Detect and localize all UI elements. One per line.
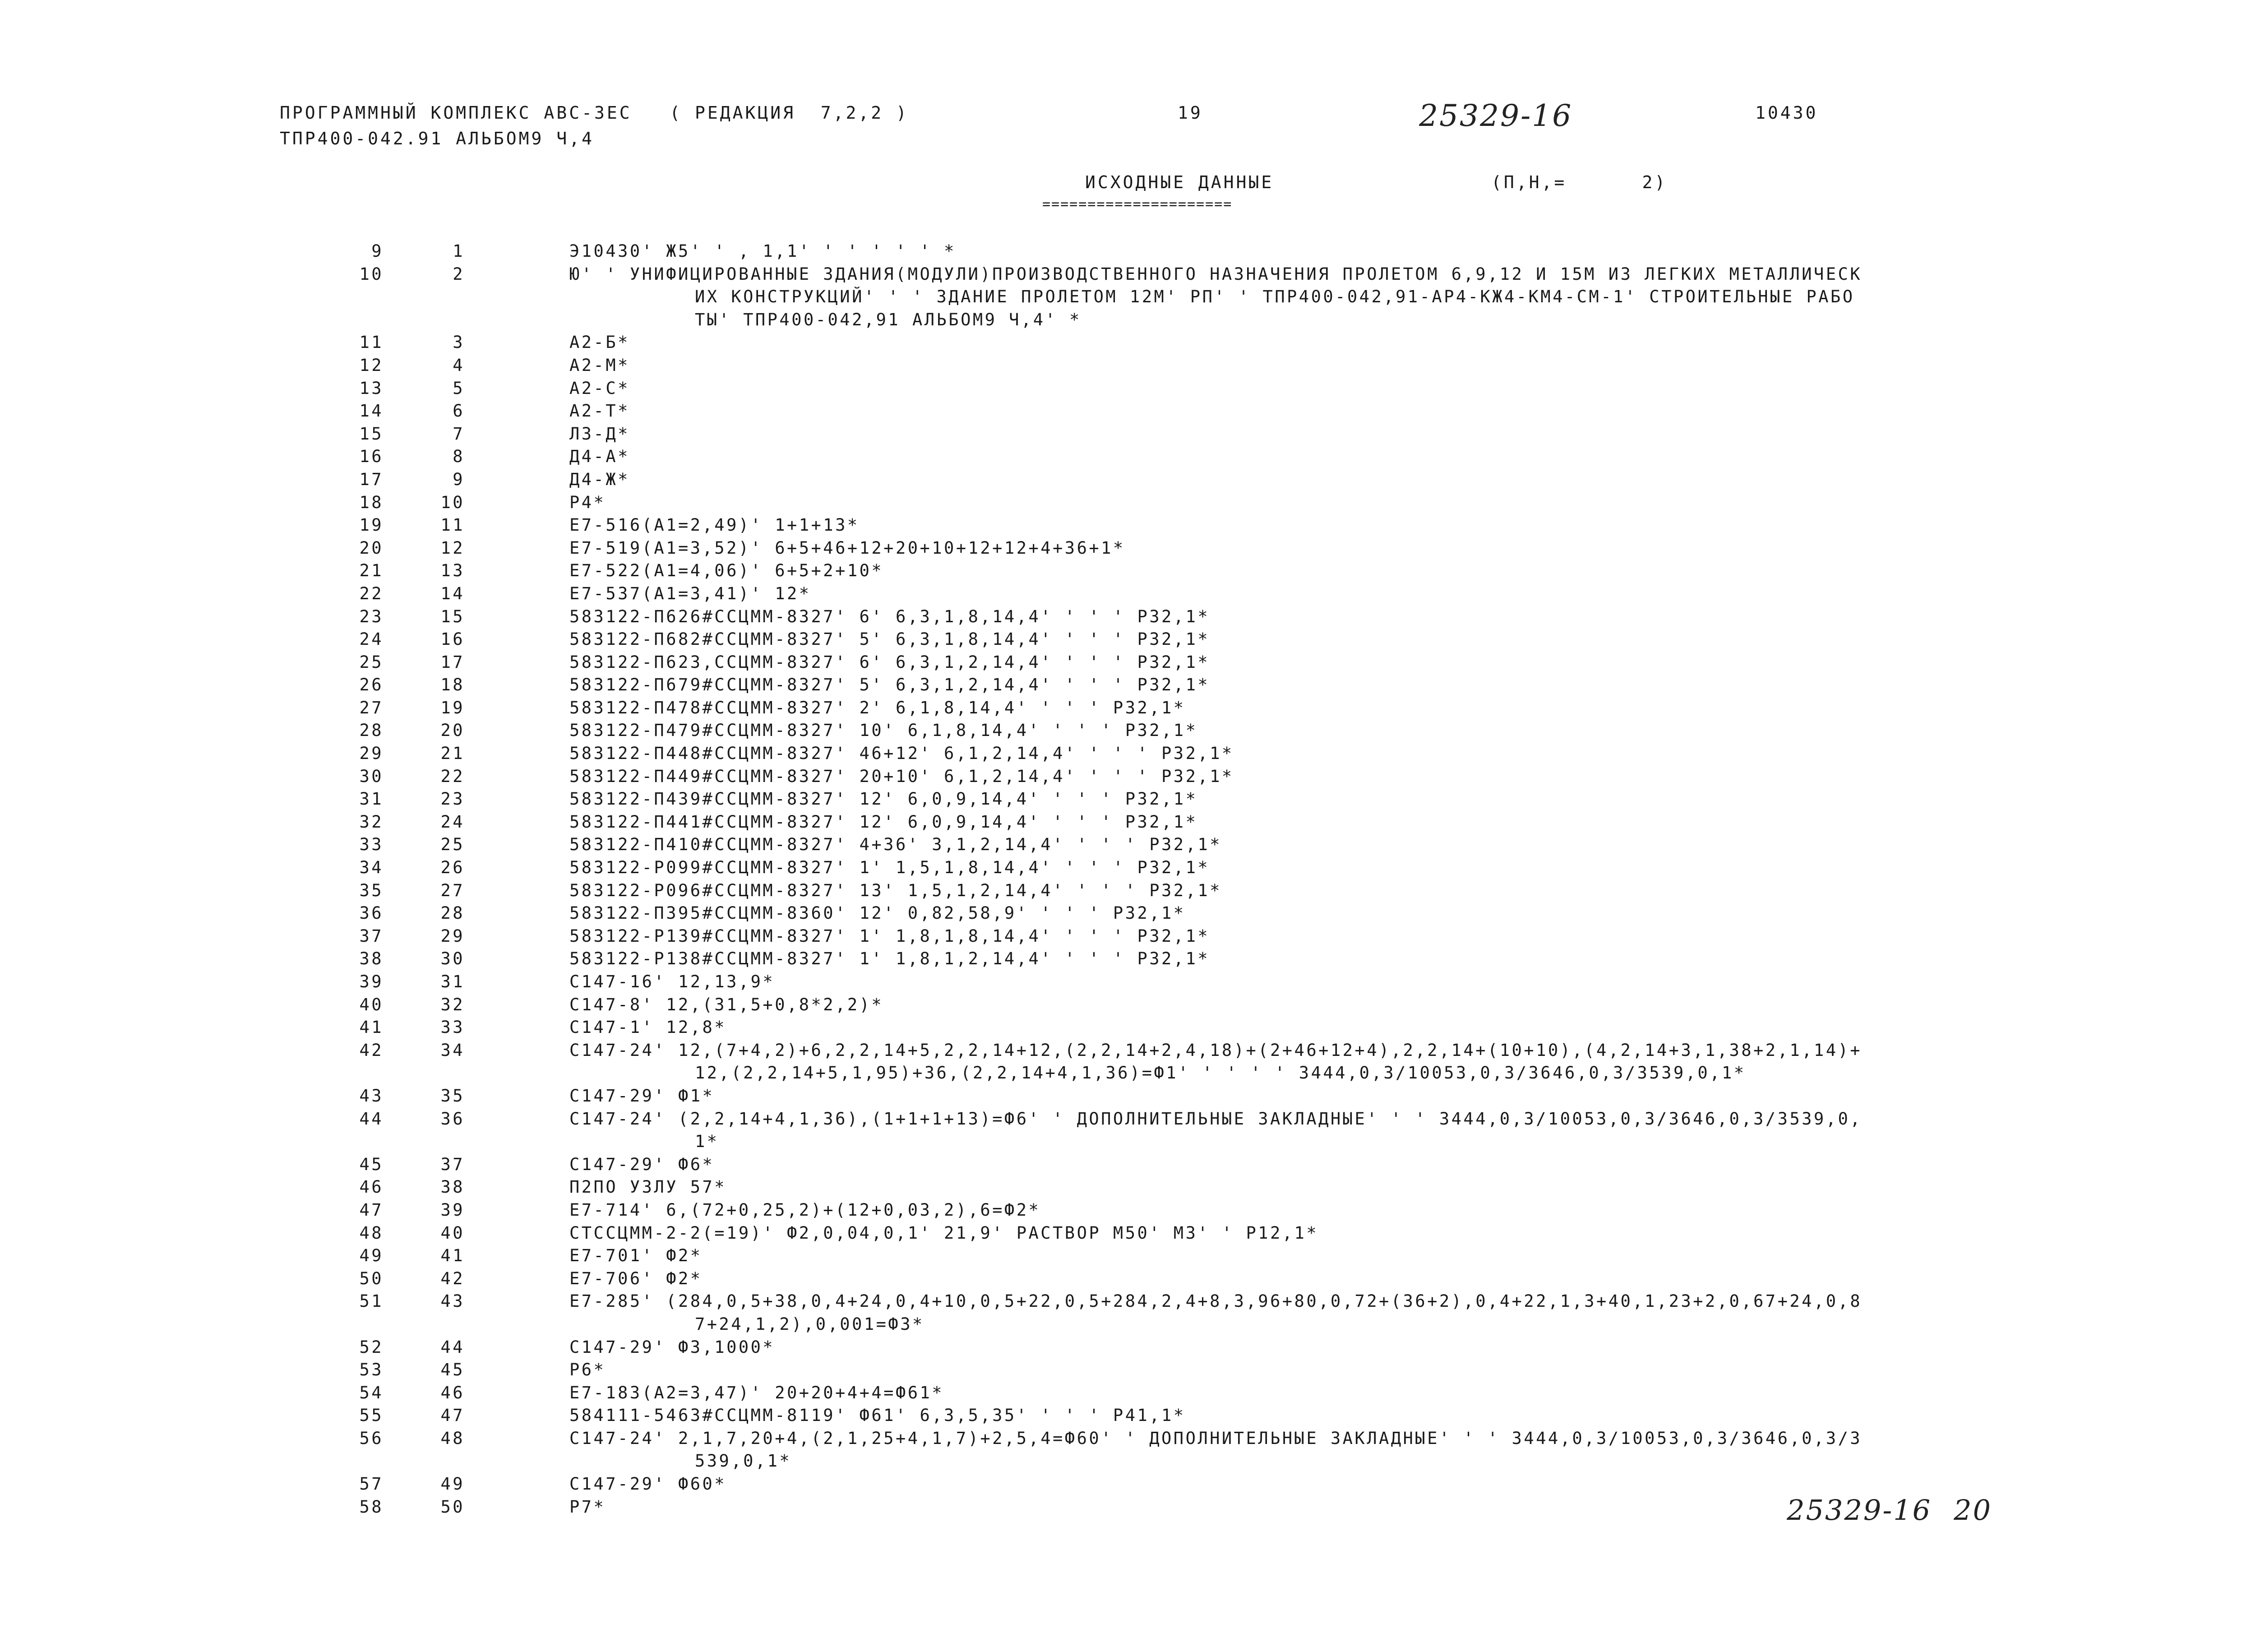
- sequence-number: 1: [453, 241, 465, 261]
- line-number: 17: [359, 469, 384, 489]
- line-text: 1*: [695, 1132, 719, 1152]
- line-number: 25: [359, 652, 384, 672]
- listing-row: [0, 744, 2256, 767]
- line-text: 583122-П682#ССЦММ-8327' 5' 6,3,1,8,14,4' ' ' ' Р32,1*: [569, 629, 1210, 649]
- listing-row: [0, 1383, 2256, 1406]
- listing-row: [0, 401, 2256, 424]
- line-text: Е7-706' Ф2*: [569, 1268, 703, 1288]
- sequence-number: 36: [440, 1109, 465, 1129]
- line-number: 12: [359, 355, 384, 375]
- listing-row: [0, 424, 2256, 447]
- sequence-number: 37: [440, 1154, 465, 1174]
- line-text: Е7-714' 6,(72+0,25,2)+(12+0,03,2),6=Ф2*: [569, 1200, 1041, 1220]
- listing-row: [0, 1360, 2256, 1383]
- title-underline: =====================: [1042, 196, 1233, 212]
- line-text: С147-8' 12,(31,5+0,8*2,2)*: [569, 995, 884, 1014]
- listing-row: [0, 538, 2256, 561]
- listing-row: [0, 515, 2256, 538]
- line-text: С147-29' Ф6*: [569, 1154, 715, 1174]
- line-text: Е7-522(А1=4,06)' 6+5+2+10*: [569, 561, 884, 581]
- listing-row: [0, 493, 2256, 516]
- line-number: 46: [359, 1177, 384, 1197]
- sequence-number: 49: [440, 1474, 465, 1494]
- listing-row: [0, 1337, 2256, 1360]
- line-text: П2ПО УЗЛУ 57*: [569, 1177, 727, 1197]
- listing-row: [0, 698, 2256, 721]
- sequence-number: 25: [440, 835, 465, 855]
- line-number: 31: [359, 789, 384, 809]
- listing-row: [0, 561, 2256, 584]
- line-number: 57: [359, 1474, 384, 1494]
- listing-row: [0, 629, 2256, 652]
- listing-row: [0, 356, 2256, 379]
- sequence-number: 41: [440, 1246, 465, 1266]
- listing-row: [0, 949, 2256, 972]
- line-text: 583122-П449#ССЦММ-8327' 20+10' 6,1,2,14,4' ' ' ' Р32,1*: [569, 766, 1234, 786]
- sequence-number: 2: [453, 264, 465, 284]
- sequence-number: 18: [440, 675, 465, 695]
- line-text: Е7-183(А2=3,47)' 20+20+4+4=Ф61*: [569, 1383, 944, 1402]
- line-number: 18: [359, 492, 384, 512]
- listing-row: [0, 1451, 2256, 1474]
- listing-row: [0, 1200, 2256, 1223]
- line-number: 43: [359, 1086, 384, 1106]
- listing-row: [0, 1223, 2256, 1246]
- sequence-number: 29: [440, 926, 465, 946]
- listing-row: [0, 1314, 2256, 1337]
- listing-row: [0, 1269, 2256, 1292]
- sequence-number: 21: [440, 744, 465, 764]
- listing-row: [0, 287, 2256, 310]
- line-number: 34: [359, 858, 384, 878]
- line-text: 583122-П439#ССЦММ-8327' 12' 6,0,9,14,4' ' ' ' Р32,1*: [569, 789, 1198, 809]
- line-text: Л3-Д*: [569, 424, 630, 444]
- sequence-number: 5: [453, 378, 465, 398]
- sequence-number: 40: [440, 1223, 465, 1243]
- line-text: 583122-Р096#ССЦММ-8327' 13' 1,5,1,2,14,4' ' ' ' Р32,1*: [569, 880, 1222, 900]
- listing-row: [0, 607, 2256, 630]
- sequence-number: 34: [440, 1040, 465, 1060]
- sequence-number: 3: [453, 333, 465, 352]
- line-number: 27: [359, 698, 384, 717]
- line-text: 583122-П478#ССЦММ-8327' 2' 6,1,8,14,4' ' ' ' Р32,1*: [569, 698, 1186, 717]
- line-text: Е7-537(А1=3,41)' 12*: [569, 583, 811, 603]
- line-number: 35: [359, 880, 384, 900]
- sequence-number: 27: [440, 880, 465, 900]
- sequence-number: 31: [440, 972, 465, 991]
- line-number: 21: [359, 561, 384, 581]
- line-text: ИХ КОНСТРУКЦИЙ' ' ' ЗДАНИЕ ПРОЛЕТОМ 12М' РП' ' ТПР400-042,91-АР4-КЖ4-КМ4-СМ-1' СТРОИТЕЛЬНЫЕ РАБО: [695, 287, 1855, 307]
- listing-row: [0, 675, 2256, 698]
- sequence-number: 19: [440, 698, 465, 717]
- listing-row: [0, 1063, 2256, 1086]
- listing-row: [0, 1086, 2256, 1109]
- sequence-number: 26: [440, 858, 465, 878]
- line-text: С147-29' Ф3,1000*: [569, 1337, 775, 1357]
- listing-row: [0, 881, 2256, 904]
- listing-row: [0, 379, 2256, 402]
- line-text: А2-М*: [569, 355, 630, 375]
- line-text: Е7-285' (284,0,5+38,0,4+24,0,4+10,0,5+22,0,5+284,2,4+8,3,96+80,0,72+(36+2),0,4+22,1,3+40,1,23+2,0,67+24,0,8: [569, 1291, 1863, 1311]
- line-number: 54: [359, 1383, 384, 1402]
- line-number: 13: [359, 378, 384, 398]
- line-number: 26: [359, 675, 384, 695]
- listing-row: [0, 1109, 2256, 1132]
- line-text: А2-Б*: [569, 333, 630, 352]
- line-text: С147-29' Ф1*: [569, 1086, 715, 1106]
- line-text: 583122-П395#ССЦММ-8360' 12' 0,82,58,9' ' ' ' Р32,1*: [569, 903, 1186, 923]
- sequence-number: 16: [440, 629, 465, 649]
- section-title: ИСХОДНЫЕ ДАННЫЕ: [1085, 172, 1274, 192]
- line-number: 9: [371, 241, 384, 261]
- line-text: 539,0,1*: [695, 1451, 792, 1471]
- sequence-number: 24: [440, 812, 465, 832]
- sequence-number: 23: [440, 789, 465, 809]
- pn-label: (П,Н,= 2): [1491, 172, 1668, 192]
- sequence-number: 14: [440, 583, 465, 603]
- line-number: 23: [359, 606, 384, 626]
- line-number: 28: [359, 721, 384, 740]
- sequence-number: 7: [453, 424, 465, 444]
- listing-row: [0, 1177, 2256, 1200]
- listing-row: [0, 858, 2256, 881]
- line-number: 36: [359, 903, 384, 923]
- line-text: 7+24,1,2),0,001=Ф3*: [695, 1314, 925, 1334]
- line-number: 19: [359, 515, 384, 535]
- line-number: 41: [359, 1018, 384, 1037]
- album-line: ТПР400-042.91 АЛЬБОМ9 Ч,4: [280, 129, 594, 148]
- line-number: 52: [359, 1337, 384, 1357]
- handwritten-code: 25329-16: [1419, 98, 1573, 133]
- sequence-number: 13: [440, 561, 465, 581]
- sequence-number: 9: [453, 469, 465, 489]
- line-text: 584111-5463#ССЦММ-8119' Ф61' 6,3,5,35' ' ' ' Р41,1*: [569, 1406, 1186, 1425]
- line-text: Е7-701' Ф2*: [569, 1246, 703, 1266]
- sequence-number: 42: [440, 1268, 465, 1288]
- line-text: Д4-А*: [569, 447, 630, 467]
- line-number: 11: [359, 333, 384, 352]
- sequence-number: 50: [440, 1497, 465, 1517]
- line-number: 14: [359, 401, 384, 421]
- listing-row: [0, 1246, 2256, 1269]
- sequence-number: 46: [440, 1383, 465, 1402]
- listing-row: [0, 1406, 2256, 1429]
- listing-row: [0, 812, 2256, 835]
- line-number: 49: [359, 1246, 384, 1266]
- listing-row: [0, 584, 2256, 607]
- line-text: Р7*: [569, 1497, 606, 1517]
- line-number: 16: [359, 447, 384, 467]
- line-text: 583122-П441#ССЦММ-8327' 12' 6,0,9,14,4' ' ' ' Р32,1*: [569, 812, 1198, 832]
- line-number: 29: [359, 744, 384, 764]
- line-text: 12,(2,2,14+5,1,95)+36,(2,2,14+4,1,36)=Ф1' ' ' ' ' 3444,0,3/10053,0,3/3646,0,3/3539,0,1*: [695, 1063, 1746, 1083]
- page-number: 19: [1178, 103, 1203, 123]
- listing-row: [0, 264, 2256, 287]
- sequence-number: 11: [440, 515, 465, 535]
- listing-row: [0, 1429, 2256, 1452]
- line-text: С147-24' 2,1,7,20+4,(2,1,25+4,1,7)+2,5,4=Ф60' ' ДОПОЛНИТЕЛЬНЫЕ ЗАКЛАДНЫЕ' ' ' 3444,0,3/10053,0,3/3646,0,3/3: [569, 1428, 1863, 1448]
- sequence-number: 10: [440, 492, 465, 512]
- line-number: 38: [359, 949, 384, 969]
- sequence-number: 39: [440, 1200, 465, 1220]
- line-text: Ю' ' УНИФИЦИРОВАННЫЕ ЗДАНИЯ(МОДУЛИ)ПРОИЗВОДСТВЕННОГО НАЗНАЧЕНИЯ ПРОЛЕТОМ 6,9,12 И 15М ИЗ ЛЕГКИХ МЕТАЛЛИЧЕСК: [569, 264, 1863, 284]
- line-number: 45: [359, 1154, 384, 1174]
- sequence-number: 33: [440, 1018, 465, 1037]
- line-number: 15: [359, 424, 384, 444]
- line-number: 48: [359, 1223, 384, 1243]
- line-text: Е7-519(А1=3,52)' 6+5+46+12+20+10+12+12+4+36+1*: [569, 538, 1125, 558]
- line-number: 22: [359, 583, 384, 603]
- sequence-number: 28: [440, 903, 465, 923]
- line-text: 583122-П626#ССЦММ-8327' 6' 6,3,1,8,14,4' ' ' ' Р32,1*: [569, 606, 1210, 626]
- line-text: 583122-Р138#ССЦММ-8327' 1' 1,8,1,2,14,4' ' ' ' Р32,1*: [569, 949, 1210, 969]
- listing-row: [0, 835, 2256, 858]
- listing-row: [0, 903, 2256, 926]
- doc-number: 10430: [1755, 103, 1818, 123]
- line-number: 33: [359, 835, 384, 855]
- sequence-number: 4: [453, 355, 465, 375]
- data-listing: [0, 241, 2256, 1520]
- sequence-number: 44: [440, 1337, 465, 1357]
- sequence-number: 48: [440, 1428, 465, 1448]
- line-number: 20: [359, 538, 384, 558]
- line-text: С147-24' (2,2,14+4,1,36),(1+1+1+13)=Ф6' ' ДОПОЛНИТЕЛЬНЫЕ ЗАКЛАДНЫЕ' ' ' 3444,0,3/10053,0,3/3646,0,3/3539,0,: [569, 1109, 1863, 1129]
- listing-row: [0, 241, 2256, 264]
- sequence-number: 8: [453, 447, 465, 467]
- listing-row: [0, 1291, 2256, 1314]
- listing-row: [0, 447, 2256, 470]
- listing-row: [0, 333, 2256, 356]
- handwritten-page-number: 20: [1954, 1494, 1992, 1527]
- line-number: 58: [359, 1497, 384, 1517]
- line-number: 32: [359, 812, 384, 832]
- listing-row: [0, 721, 2256, 744]
- line-text: 583122-П479#ССЦММ-8327' 10' 6,1,8,14,4' ' ' ' Р32,1*: [569, 721, 1198, 740]
- sequence-number: 32: [440, 995, 465, 1014]
- line-number: 24: [359, 629, 384, 649]
- line-text: А2-С*: [569, 378, 630, 398]
- line-number: 53: [359, 1360, 384, 1380]
- line-text: Е7-516(А1=2,49)' 1+1+13*: [569, 515, 860, 535]
- line-number: 39: [359, 972, 384, 991]
- line-text: 583122-П448#ССЦММ-8327' 46+12' 6,1,2,14,4' ' ' ' Р32,1*: [569, 744, 1234, 764]
- sequence-number: 43: [440, 1291, 465, 1311]
- listing-row: [0, 972, 2256, 995]
- listing-row: [0, 995, 2256, 1018]
- sequence-number: 17: [440, 652, 465, 672]
- line-number: 55: [359, 1406, 384, 1425]
- listing-row: [0, 470, 2256, 493]
- line-text: С147-16' 12,13,9*: [569, 972, 775, 991]
- listing-row: [0, 310, 2256, 333]
- line-number: 37: [359, 926, 384, 946]
- line-text: Р6*: [569, 1360, 606, 1380]
- line-text: Э10430' Ж5' ' , 1,1' ' ' ' ' ' *: [569, 241, 956, 261]
- sequence-number: 30: [440, 949, 465, 969]
- line-text: 583122-П623,ССЦММ-8327' 6' 6,3,1,2,14,4' ' ' ' Р32,1*: [569, 652, 1210, 672]
- sequence-number: 20: [440, 721, 465, 740]
- listing-row: [0, 652, 2256, 676]
- listing-row: [0, 1018, 2256, 1041]
- line-number: 47: [359, 1200, 384, 1220]
- sequence-number: 15: [440, 606, 465, 626]
- sequence-number: 22: [440, 766, 465, 786]
- line-number: 50: [359, 1268, 384, 1288]
- sequence-number: 47: [440, 1406, 465, 1425]
- sequence-number: 45: [440, 1360, 465, 1380]
- line-text: ТЫ' ТПР400-042,91 АЛЬБОМ9 Ч,4' *: [695, 310, 1082, 329]
- line-number: 40: [359, 995, 384, 1014]
- line-text: Р4*: [569, 492, 606, 512]
- listing-row: [0, 767, 2256, 790]
- line-number: 42: [359, 1040, 384, 1060]
- line-text: 583122-П410#ССЦММ-8327' 4+36' 3,1,2,14,4' ' ' ' Р32,1*: [569, 835, 1222, 855]
- handwritten-signature-code: 25329-16: [1787, 1494, 1932, 1527]
- line-text: СТССЦММ-2-2(=19)' Ф2,0,04,0,1' 21,9' РАСТВОР М50' М3' ' Р12,1*: [569, 1223, 1319, 1243]
- listing-row: [0, 1041, 2256, 1064]
- listing-row: [0, 1155, 2256, 1178]
- sequence-number: 6: [453, 401, 465, 421]
- listing-row: [0, 1132, 2256, 1155]
- line-number: 44: [359, 1109, 384, 1129]
- line-text: 583122-Р139#ССЦММ-8327' 1' 1,8,1,8,14,4' ' ' ' Р32,1*: [569, 926, 1210, 946]
- program-line: ПРОГРАММНЫЙ КОМПЛЕКС АВС-3ЕС ( РЕДАКЦИЯ 7,2,2 ): [280, 103, 909, 123]
- line-number: 56: [359, 1428, 384, 1448]
- line-number: 51: [359, 1291, 384, 1311]
- line-text: С147-29' Ф60*: [569, 1474, 727, 1494]
- listing-row: [0, 926, 2256, 949]
- line-text: А2-Т*: [569, 401, 630, 421]
- listing-row: [0, 789, 2256, 812]
- line-text: С147-1' 12,8*: [569, 1018, 727, 1037]
- line-number: 10: [359, 264, 384, 284]
- line-text: С147-24' 12,(7+4,2)+6,2,2,14+5,2,2,14+12,(2,2,14+2,4,18)+(2+46+12+4),2,2,14+(10+10),(4,2,14+3,1,38+2,1,14)+: [569, 1040, 1863, 1060]
- sequence-number: 35: [440, 1086, 465, 1106]
- sequence-number: 12: [440, 538, 465, 558]
- line-number: 30: [359, 766, 384, 786]
- line-text: 583122-П679#ССЦММ-8327' 5' 6,3,1,2,14,4' ' ' ' Р32,1*: [569, 675, 1210, 695]
- sequence-number: 38: [440, 1177, 465, 1197]
- line-text: Д4-Ж*: [569, 469, 630, 489]
- line-text: 583122-Р099#ССЦММ-8327' 1' 1,5,1,8,14,4' ' ' ' Р32,1*: [569, 858, 1210, 878]
